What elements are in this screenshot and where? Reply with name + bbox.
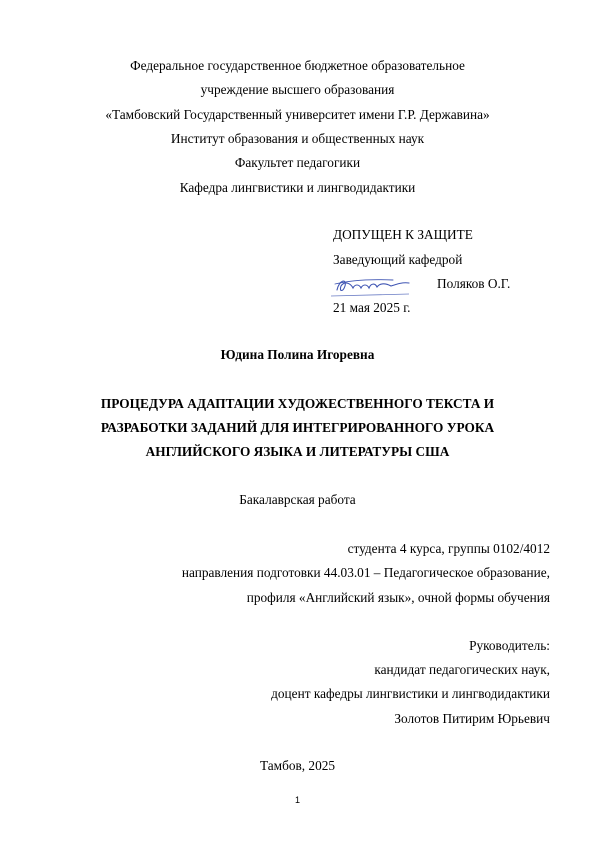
header-line-6: Кафедра лингвистики и лингводидактики [179, 180, 416, 195]
work-type: Бакалаврская работа [239, 492, 356, 507]
header-line-1: Федеральное государственное бюджетное образовательное [130, 58, 465, 73]
thesis-title-line-1: ПРОЦЕДУРА АДАПТАЦИИ ХУДОЖЕСТВЕННОГО ТЕКСТА И [100, 396, 495, 411]
supervisor-degree: кандидат педагогических наук, [374, 662, 550, 677]
approval-role: Заведующий кафедрой [333, 252, 463, 267]
header-line-2: учреждение высшего образования [200, 82, 395, 97]
student-line-3: профиля «Английский язык», очной формы обучения [246, 590, 550, 605]
student-line-2: направления подготовки 44.03.01 – Педагогическое образование, [181, 565, 550, 580]
approval-date: 21 мая 2025 г. [333, 300, 411, 315]
header-line-4: Институт образования и общественных наук [170, 131, 425, 146]
approval-name: Поляков О.Г. [437, 276, 511, 291]
author-name: Юдина Полина Игоревна [220, 347, 375, 362]
thesis-title-line-2: РАЗРАБОТКИ ЗАДАНИЙ ДЛЯ ИНТЕГРИРОВАННОГО УРОКА [100, 420, 495, 435]
city-year: Тамбов, 2025 [259, 758, 336, 773]
header-line-3: «Тамбовский Государственный университет имени Г.Р. Державина» [105, 107, 490, 122]
header-line-5: Факультет педагогики [234, 155, 361, 170]
supervisor-position: доцент кафедры лингвистики и лингводидактики [271, 686, 550, 701]
page-number: 1 [294, 795, 300, 805]
supervisor-name: Золотов Питирим Юрьевич [394, 711, 550, 726]
thesis-title-line-3: АНГЛИЙСКОГО ЯЗЫКА И ЛИТЕРАТУРЫ США [145, 444, 450, 459]
approval-title: ДОПУЩЕН К ЗАЩИТЕ [333, 227, 473, 242]
signature-image [331, 274, 411, 300]
student-line-1: студента 4 курса, группы 0102/4012 [347, 541, 550, 556]
supervisor-label: Руководитель: [469, 638, 550, 653]
